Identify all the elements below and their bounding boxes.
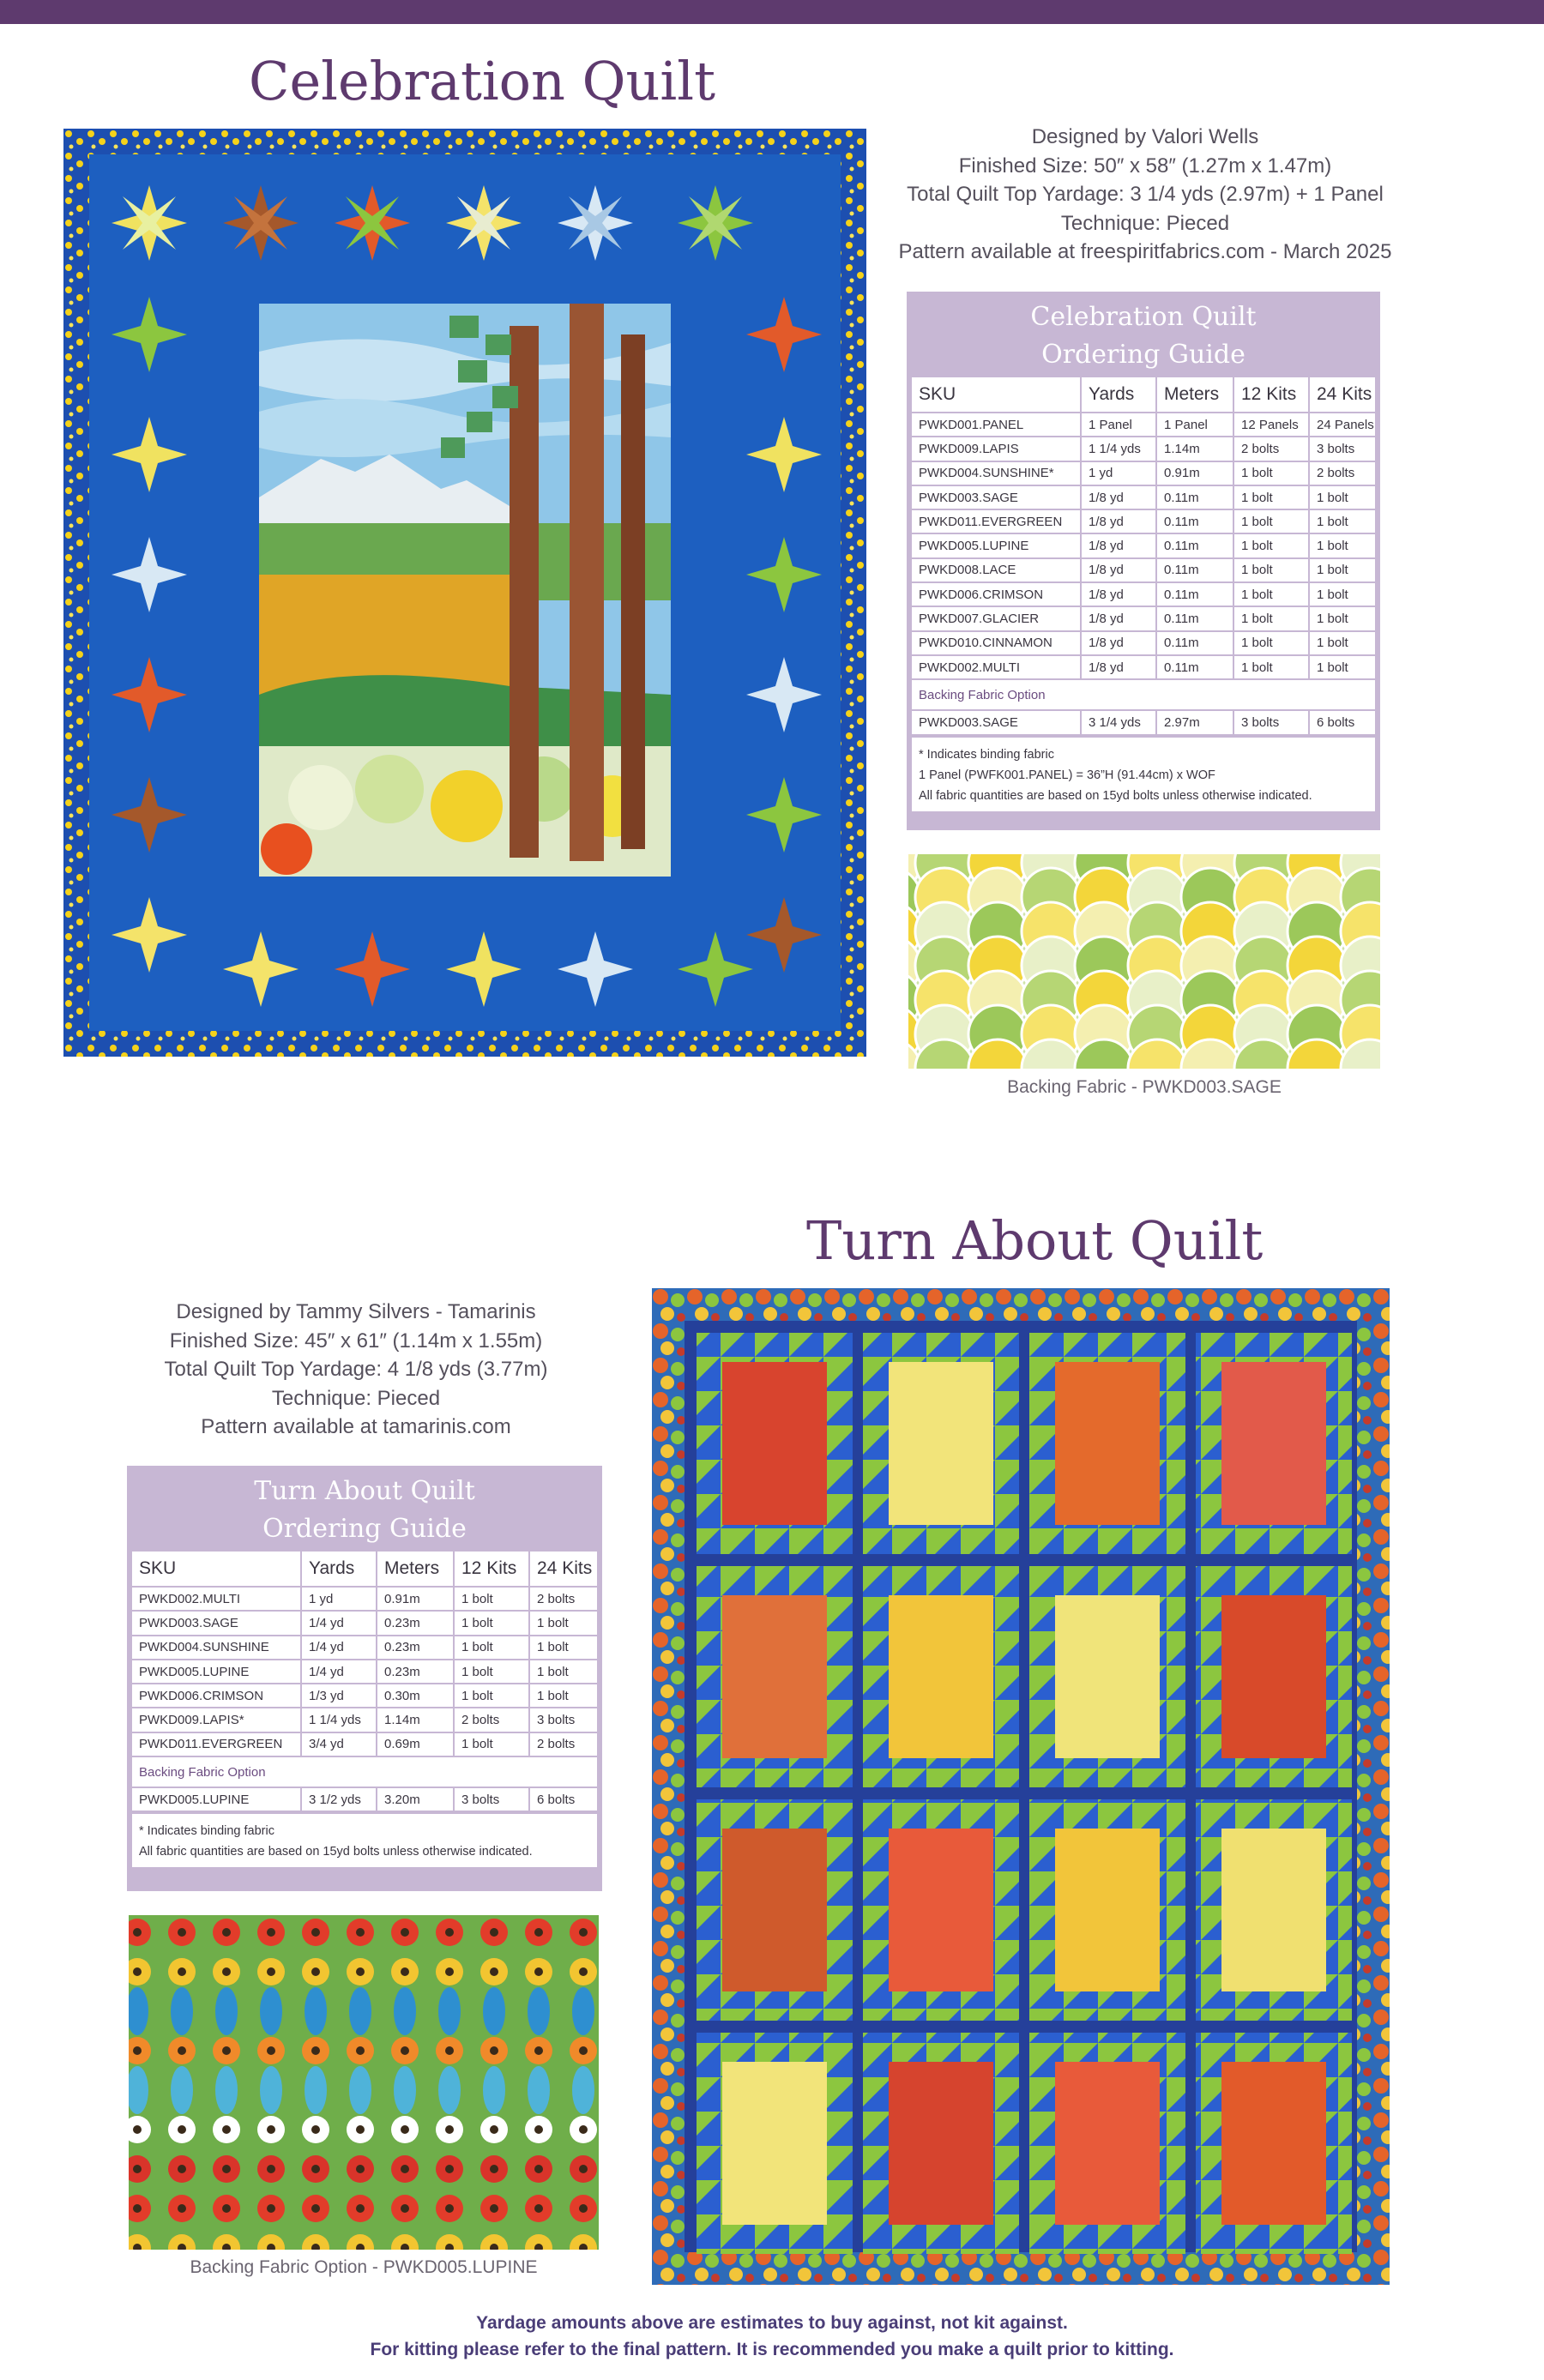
table-row — [132, 1684, 597, 1708]
fabric-motif — [267, 2165, 275, 2173]
fabric-motif — [445, 2046, 454, 2055]
turnabout-guide-header — [127, 1466, 602, 1552]
quilt-block-center — [889, 1829, 993, 1991]
fabric-motif — [528, 1987, 550, 2035]
table-cell: 1 bolt — [1309, 655, 1375, 679]
fabric-motif — [572, 2066, 594, 2114]
table-cell: 1 bolt — [1309, 558, 1375, 582]
table-cell: 0.11m — [1156, 631, 1233, 655]
celebration-guide-title-line2: Ordering Guide — [1041, 340, 1245, 370]
fabric-motif — [401, 2125, 409, 2134]
fabric-motif — [356, 2125, 365, 2134]
table-row — [912, 413, 1375, 437]
fabric-motif — [267, 2204, 275, 2213]
turnabout-pattern-source: Pattern available at tamarinis.com — [201, 1415, 511, 1438]
celebration-swatch-caption: Backing Fabric - PWKD003.SAGE — [1007, 1077, 1282, 1097]
table-cell: 3 bolts — [1309, 437, 1375, 461]
table-row — [912, 606, 1375, 630]
fabric-motif — [490, 2165, 498, 2173]
table-cell: PWKD007.GLACIER — [912, 606, 1081, 630]
backing-option-label: Backing Fabric Option — [912, 679, 1375, 710]
fabric-motif — [178, 2125, 186, 2134]
turnabout-guide-body — [132, 1552, 597, 1867]
fabric-motif — [222, 2204, 231, 2213]
backing-option-label-row — [132, 1756, 597, 1787]
table-row — [912, 533, 1375, 557]
table-cell: 1 bolt — [1309, 533, 1375, 557]
table-cell: 1 bolt — [1233, 533, 1309, 557]
quilt-block-center — [1221, 1829, 1326, 1991]
table-cell: 1 Panel — [1081, 413, 1156, 437]
column-header: Yards — [301, 1552, 377, 1587]
table-cell: PWKD008.LACE — [912, 558, 1081, 582]
note-line: 1 Panel (PWFK001.PANEL) = 36”H (91.44cm) x WOF — [919, 768, 1215, 782]
fabric-motif — [267, 2046, 275, 2055]
fabric-motif — [401, 1928, 409, 1937]
fabric-motif — [267, 1928, 275, 1937]
fabric-motif — [311, 1967, 320, 1976]
table-cell: 1/8 yd — [1081, 558, 1156, 582]
table-cell: PWKD001.PANEL — [912, 413, 1081, 437]
table-cell: 1 bolt — [1233, 509, 1309, 533]
fabric-motif — [534, 1967, 543, 1976]
turnabout-swatch-caption: Backing Fabric Option - PWKD005.LUPINE — [190, 2257, 538, 2277]
fabric-motif — [356, 2046, 365, 2055]
table-cell: 3 bolts — [1233, 710, 1309, 734]
turnabout-info — [77, 1298, 635, 1442]
table-cell: 0.11m — [1156, 485, 1233, 509]
celebration-info — [884, 123, 1407, 267]
fabric-motif — [534, 2046, 543, 2055]
fabric-motif — [438, 1987, 461, 2035]
table-cell: PWKD009.LAPIS* — [132, 1708, 301, 1732]
fabric-motif — [528, 2066, 550, 2114]
celebration-yardage: Total Quilt Top Yardage: 3 1/4 yds (2.97m) + 1 Panel — [907, 183, 1384, 206]
table-row — [912, 437, 1375, 461]
table-cell: PWKD005.LUPINE — [132, 1787, 301, 1811]
table-cell: 3.20m — [377, 1787, 454, 1811]
fabric-motif — [171, 2066, 193, 2114]
table-cell: 0.11m — [1156, 582, 1233, 606]
yardage-disclaimer — [0, 2310, 1544, 2363]
column-header: Yards — [1081, 377, 1156, 413]
celebration-technique: Technique: Pieced — [1060, 211, 1230, 235]
table-cell: 1/8 yd — [1081, 582, 1156, 606]
table-row — [912, 631, 1375, 655]
fabric-motif — [534, 2204, 543, 2213]
quilt-block-center — [1055, 2062, 1160, 2225]
fabric-motif — [311, 2046, 320, 2055]
table-cell: PWKD004.SUNSHINE* — [912, 461, 1081, 485]
table-cell: 1 bolt — [1233, 631, 1309, 655]
celebration-ordering-guide — [907, 292, 1380, 830]
fabric-motif — [490, 2204, 498, 2213]
fabric-motif — [579, 2046, 588, 2055]
table-cell: 1 bolt — [529, 1611, 597, 1635]
quilt-block-center — [1055, 1829, 1160, 1991]
sage-backing-swatch — [908, 854, 1380, 1069]
table-cell: 1 bolt — [1309, 631, 1375, 655]
fabric-motif — [445, 1928, 454, 1937]
table-cell: 1/8 yd — [1081, 533, 1156, 557]
table-cell: 0.23m — [377, 1611, 454, 1635]
table-cell: 2 bolts — [1309, 461, 1375, 485]
fabric-motif — [133, 2046, 142, 2055]
disclaimer-line: Yardage amounts above are estimates to buy against, not kit against. — [476, 2313, 1068, 2333]
lupine-fabric-artwork — [129, 1915, 599, 2250]
column-header: Meters — [377, 1552, 454, 1587]
table-row — [912, 485, 1375, 509]
table-cell: 2 bolts — [529, 1732, 597, 1756]
table-cell: PWKD003.SAGE — [912, 710, 1081, 734]
quilt-block-center — [889, 1595, 993, 1758]
fabric-motif — [178, 2204, 186, 2213]
table-cell: 1/8 yd — [1081, 631, 1156, 655]
fabric-motif — [178, 2165, 186, 2173]
fabric-motif — [490, 2125, 498, 2134]
table-cell: 1 yd — [301, 1587, 377, 1611]
fabric-motif — [311, 2125, 320, 2134]
table-cell: PWKD005.LUPINE — [912, 533, 1081, 557]
celebration-title: Celebration Quilt — [249, 50, 715, 112]
table-row — [132, 1587, 597, 1611]
table-cell: 0.11m — [1156, 655, 1233, 679]
table-cell: 0.69m — [377, 1732, 454, 1756]
fabric-motif — [579, 1928, 588, 1937]
table-cell: 3/4 yd — [301, 1732, 377, 1756]
turnabout-quilt-artwork — [652, 1288, 1390, 2285]
table-cell: 0.91m — [377, 1587, 454, 1611]
fabric-motif — [260, 2066, 282, 2114]
table-cell: PWKD002.MULTI — [132, 1587, 301, 1611]
celebration-guide-header — [907, 292, 1380, 377]
celebration-designer: Designed by Valori Wells — [1031, 125, 1259, 148]
top-brand-bar — [0, 0, 1544, 24]
table-cell: 0.11m — [1156, 558, 1233, 582]
turnabout-order-table — [132, 1552, 597, 1812]
table-cell: 1/8 yd — [1081, 655, 1156, 679]
fabric-motif — [401, 2204, 409, 2213]
fabric-motif — [222, 2125, 231, 2134]
fabric-motif — [490, 1928, 498, 1937]
fabric-motif — [349, 1987, 371, 2035]
table-cell: 3 bolts — [529, 1708, 597, 1732]
fabric-motif — [356, 2204, 365, 2213]
backing-option-label-row — [912, 679, 1375, 710]
fabric-motif — [133, 2125, 142, 2134]
table-cell: 1 bolt — [1309, 606, 1375, 630]
table-cell: 1 bolt — [1233, 558, 1309, 582]
quilt-block-center — [1055, 1362, 1160, 1525]
celebration-guide-notes — [912, 736, 1375, 811]
note-line: All fabric quantities are based on 15yd bolts unless otherwise indicated. — [919, 788, 1312, 803]
quilt-block-center — [889, 2062, 993, 2225]
table-cell: 1/8 yd — [1081, 606, 1156, 630]
table-cell: PWKD011.EVERGREEN — [912, 509, 1081, 533]
table-cell: 2 bolts — [454, 1708, 529, 1732]
fabric-motif — [534, 1928, 543, 1937]
table-cell: 1 bolt — [454, 1587, 529, 1611]
column-header: SKU — [912, 377, 1081, 413]
celebration-size: Finished Size: 50″ x 58″ (1.27m x 1.47m) — [958, 154, 1332, 178]
table-cell: 6 bolts — [529, 1787, 597, 1811]
backing-row — [132, 1787, 597, 1811]
table-cell: 1 bolt — [1233, 655, 1309, 679]
fabric-motif — [311, 2204, 320, 2213]
fabric-motif — [133, 2165, 142, 2173]
table-cell: 2.97m — [1156, 710, 1233, 734]
turnabout-quilt-image — [652, 1288, 1390, 2285]
celebration-guide-title-line1: Celebration Quilt — [1030, 302, 1257, 332]
table-cell: 2 bolts — [529, 1587, 597, 1611]
table-cell: 0.23m — [377, 1660, 454, 1684]
fabric-motif — [490, 1967, 498, 1976]
fabric-motif — [579, 2204, 588, 2213]
table-cell: PWKD006.CRIMSON — [132, 1684, 301, 1708]
disclaimer-line: For kitting please refer to the final pattern. It is recommended you make a quilt prior to kitting. — [370, 2340, 1174, 2359]
table-row — [132, 1636, 597, 1660]
fabric-motif — [356, 1967, 365, 1976]
table-cell: 0.11m — [1156, 533, 1233, 557]
turnabout-guide-title-line1: Turn About Quilt — [254, 1476, 475, 1506]
table-cell: 0.23m — [377, 1636, 454, 1660]
table-cell: 3 1/2 yds — [301, 1787, 377, 1811]
table-row — [132, 1732, 597, 1756]
fabric-motif — [349, 2066, 371, 2114]
table-cell: PWKD011.EVERGREEN — [132, 1732, 301, 1756]
table-cell: PWKD005.LUPINE — [132, 1660, 301, 1684]
quilt-block-center — [1221, 1595, 1326, 1758]
fabric-motif — [401, 2046, 409, 2055]
table-cell: 1 bolt — [529, 1636, 597, 1660]
fabric-motif — [579, 2165, 588, 2173]
fabric-motif — [260, 1987, 282, 2035]
table-cell: 12 Panels — [1233, 413, 1309, 437]
table-cell: 24 Panels — [1309, 413, 1375, 437]
backing-row — [912, 710, 1375, 734]
table-cell: PWKD003.SAGE — [132, 1611, 301, 1635]
turnabout-guide-title-line2: Ordering Guide — [262, 1514, 467, 1544]
quilt-block-center — [1055, 1595, 1160, 1758]
fabric-motif — [311, 1928, 320, 1937]
table-cell: 2 bolts — [1233, 437, 1309, 461]
table-cell: 3 1/4 yds — [1081, 710, 1156, 734]
turnabout-size: Finished Size: 45″ x 61″ (1.14m x 1.55m) — [169, 1329, 543, 1353]
table-row — [912, 558, 1375, 582]
table-cell: 1 bolt — [1233, 582, 1309, 606]
fabric-motif — [178, 2046, 186, 2055]
fabric-motif — [267, 1967, 275, 1976]
table-cell: 1 bolt — [1309, 582, 1375, 606]
note-line: All fabric quantities are based on 15yd bolts unless otherwise indicated. — [139, 1845, 533, 1859]
note-line: * Indicates binding fabric — [919, 747, 1054, 762]
table-cell: 1/8 yd — [1081, 509, 1156, 533]
table-row — [912, 582, 1375, 606]
table-cell: PWKD003.SAGE — [912, 485, 1081, 509]
fabric-motif — [222, 1967, 231, 1976]
fabric-motif — [305, 1987, 327, 2035]
table-cell: PWKD006.CRIMSON — [912, 582, 1081, 606]
table-cell: 1 bolt — [1309, 485, 1375, 509]
fabric-motif — [401, 1967, 409, 1976]
fabric-motif — [394, 2066, 416, 2114]
table-header-row — [132, 1552, 597, 1587]
table-cell: 1 1/4 yds — [301, 1708, 377, 1732]
fabric-motif — [305, 2066, 327, 2114]
table-cell: 1 bolt — [454, 1660, 529, 1684]
fabric-motif — [171, 1987, 193, 2035]
table-cell: 0.91m — [1156, 461, 1233, 485]
fabric-motif — [401, 2165, 409, 2173]
fabric-motif — [133, 1967, 142, 1976]
fabric-motif — [445, 2165, 454, 2173]
column-header: 24 Kits — [1309, 377, 1375, 413]
table-cell: 0.11m — [1156, 509, 1233, 533]
fabric-motif — [356, 2165, 365, 2173]
table-cell: PWKD009.LAPIS — [912, 437, 1081, 461]
table-cell: 1 bolt — [454, 1636, 529, 1660]
turnabout-ordering-guide — [127, 1466, 602, 1891]
fabric-motif — [394, 1987, 416, 2035]
quilt-block-center — [1221, 1362, 1326, 1525]
table-row — [132, 1611, 597, 1635]
fabric-motif — [267, 2125, 275, 2134]
quilt-block-center — [722, 1829, 827, 1991]
fabric-motif — [133, 1928, 142, 1937]
fabric-motif — [222, 1928, 231, 1937]
celebration-quilt-artwork — [63, 129, 866, 1057]
turnabout-guide-notes — [132, 1812, 597, 1867]
fabric-motif — [222, 2165, 231, 2173]
column-header: SKU — [132, 1552, 301, 1587]
table-cell: 0.30m — [377, 1684, 454, 1708]
fabric-motif — [483, 2066, 505, 2114]
quilt-block-center — [722, 2062, 827, 2225]
fabric-motif — [534, 2165, 543, 2173]
fabric-motif — [579, 1967, 588, 1976]
table-row — [912, 655, 1375, 679]
table-cell: 1/4 yd — [301, 1636, 377, 1660]
fabric-motif — [579, 2125, 588, 2134]
fabric-motif — [215, 2066, 238, 2114]
table-cell: 1 bolt — [1233, 461, 1309, 485]
table-cell: 1 bolt — [1309, 509, 1375, 533]
sage-fabric-artwork — [908, 854, 1380, 1069]
column-header: 24 Kits — [529, 1552, 597, 1587]
table-cell: 1 bolt — [454, 1732, 529, 1756]
lupine-backing-swatch — [129, 1915, 599, 2250]
fabric-motif — [445, 2125, 454, 2134]
fabric-motif — [222, 2046, 231, 2055]
fabric-motif — [311, 2165, 320, 2173]
turnabout-yardage: Total Quilt Top Yardage: 4 1/8 yds (3.77m) — [164, 1358, 548, 1381]
table-header-row — [912, 377, 1375, 413]
fabric-motif — [356, 1928, 365, 1937]
turnabout-technique: Technique: Pieced — [271, 1386, 441, 1410]
table-cell: 1.14m — [1156, 437, 1233, 461]
turnabout-designer: Designed by Tammy Silvers - Tamarinis — [176, 1300, 536, 1323]
table-cell: 1/8 yd — [1081, 485, 1156, 509]
table-cell: 1 bolt — [529, 1684, 597, 1708]
table-cell: 1/3 yd — [301, 1684, 377, 1708]
fabric-motif — [445, 2204, 454, 2213]
turnabout-title: Turn About Quilt — [806, 1209, 1264, 1272]
table-cell: 3 bolts — [454, 1787, 529, 1811]
table-cell: PWKD002.MULTI — [912, 655, 1081, 679]
table-cell: 1 bolt — [454, 1684, 529, 1708]
table-row — [132, 1660, 597, 1684]
quilt-block-center — [722, 1362, 827, 1525]
table-row — [912, 461, 1375, 485]
celebration-quilt-image — [63, 129, 866, 1057]
backing-option-label: Backing Fabric Option — [132, 1756, 597, 1787]
table-cell: 0.11m — [1156, 606, 1233, 630]
fabric-motif — [178, 1928, 186, 1937]
column-header: 12 Kits — [454, 1552, 529, 1587]
column-header: 12 Kits — [1233, 377, 1309, 413]
fabric-motif — [572, 1987, 594, 2035]
celebration-order-table — [912, 377, 1375, 736]
table-cell: 1 1/4 yds — [1081, 437, 1156, 461]
fabric-motif — [445, 1967, 454, 1976]
fabric-motif — [490, 2046, 498, 2055]
fabric-motif — [438, 2066, 461, 2114]
fabric-motif — [133, 2204, 142, 2213]
table-cell: 1 bolt — [529, 1660, 597, 1684]
celebration-pattern-source: Pattern available at freespiritfabrics.com - March 2025 — [898, 240, 1392, 263]
note-line: * Indicates binding fabric — [139, 1824, 274, 1839]
fabric-motif — [178, 1967, 186, 1976]
table-cell: 1 yd — [1081, 461, 1156, 485]
table-cell: 1/4 yd — [301, 1611, 377, 1635]
table-row — [912, 509, 1375, 533]
quilt-block-center — [722, 1595, 827, 1758]
fabric-motif — [215, 1987, 238, 2035]
table-cell: 1 bolt — [1233, 606, 1309, 630]
table-cell: 1 bolt — [454, 1611, 529, 1635]
table-cell: 1 Panel — [1156, 413, 1233, 437]
table-cell: 6 bolts — [1309, 710, 1375, 734]
table-row — [132, 1708, 597, 1732]
table-cell: 1/4 yd — [301, 1660, 377, 1684]
quilt-block-center — [889, 1362, 993, 1525]
table-cell: 1.14m — [377, 1708, 454, 1732]
table-cell: PWKD010.CINNAMON — [912, 631, 1081, 655]
celebration-guide-body — [912, 377, 1375, 811]
column-header: Meters — [1156, 377, 1233, 413]
fabric-motif — [483, 1987, 505, 2035]
table-cell: PWKD004.SUNSHINE — [132, 1636, 301, 1660]
table-cell: 1 bolt — [1233, 485, 1309, 509]
fabric-motif — [534, 2125, 543, 2134]
quilt-block-center — [1221, 2062, 1326, 2225]
